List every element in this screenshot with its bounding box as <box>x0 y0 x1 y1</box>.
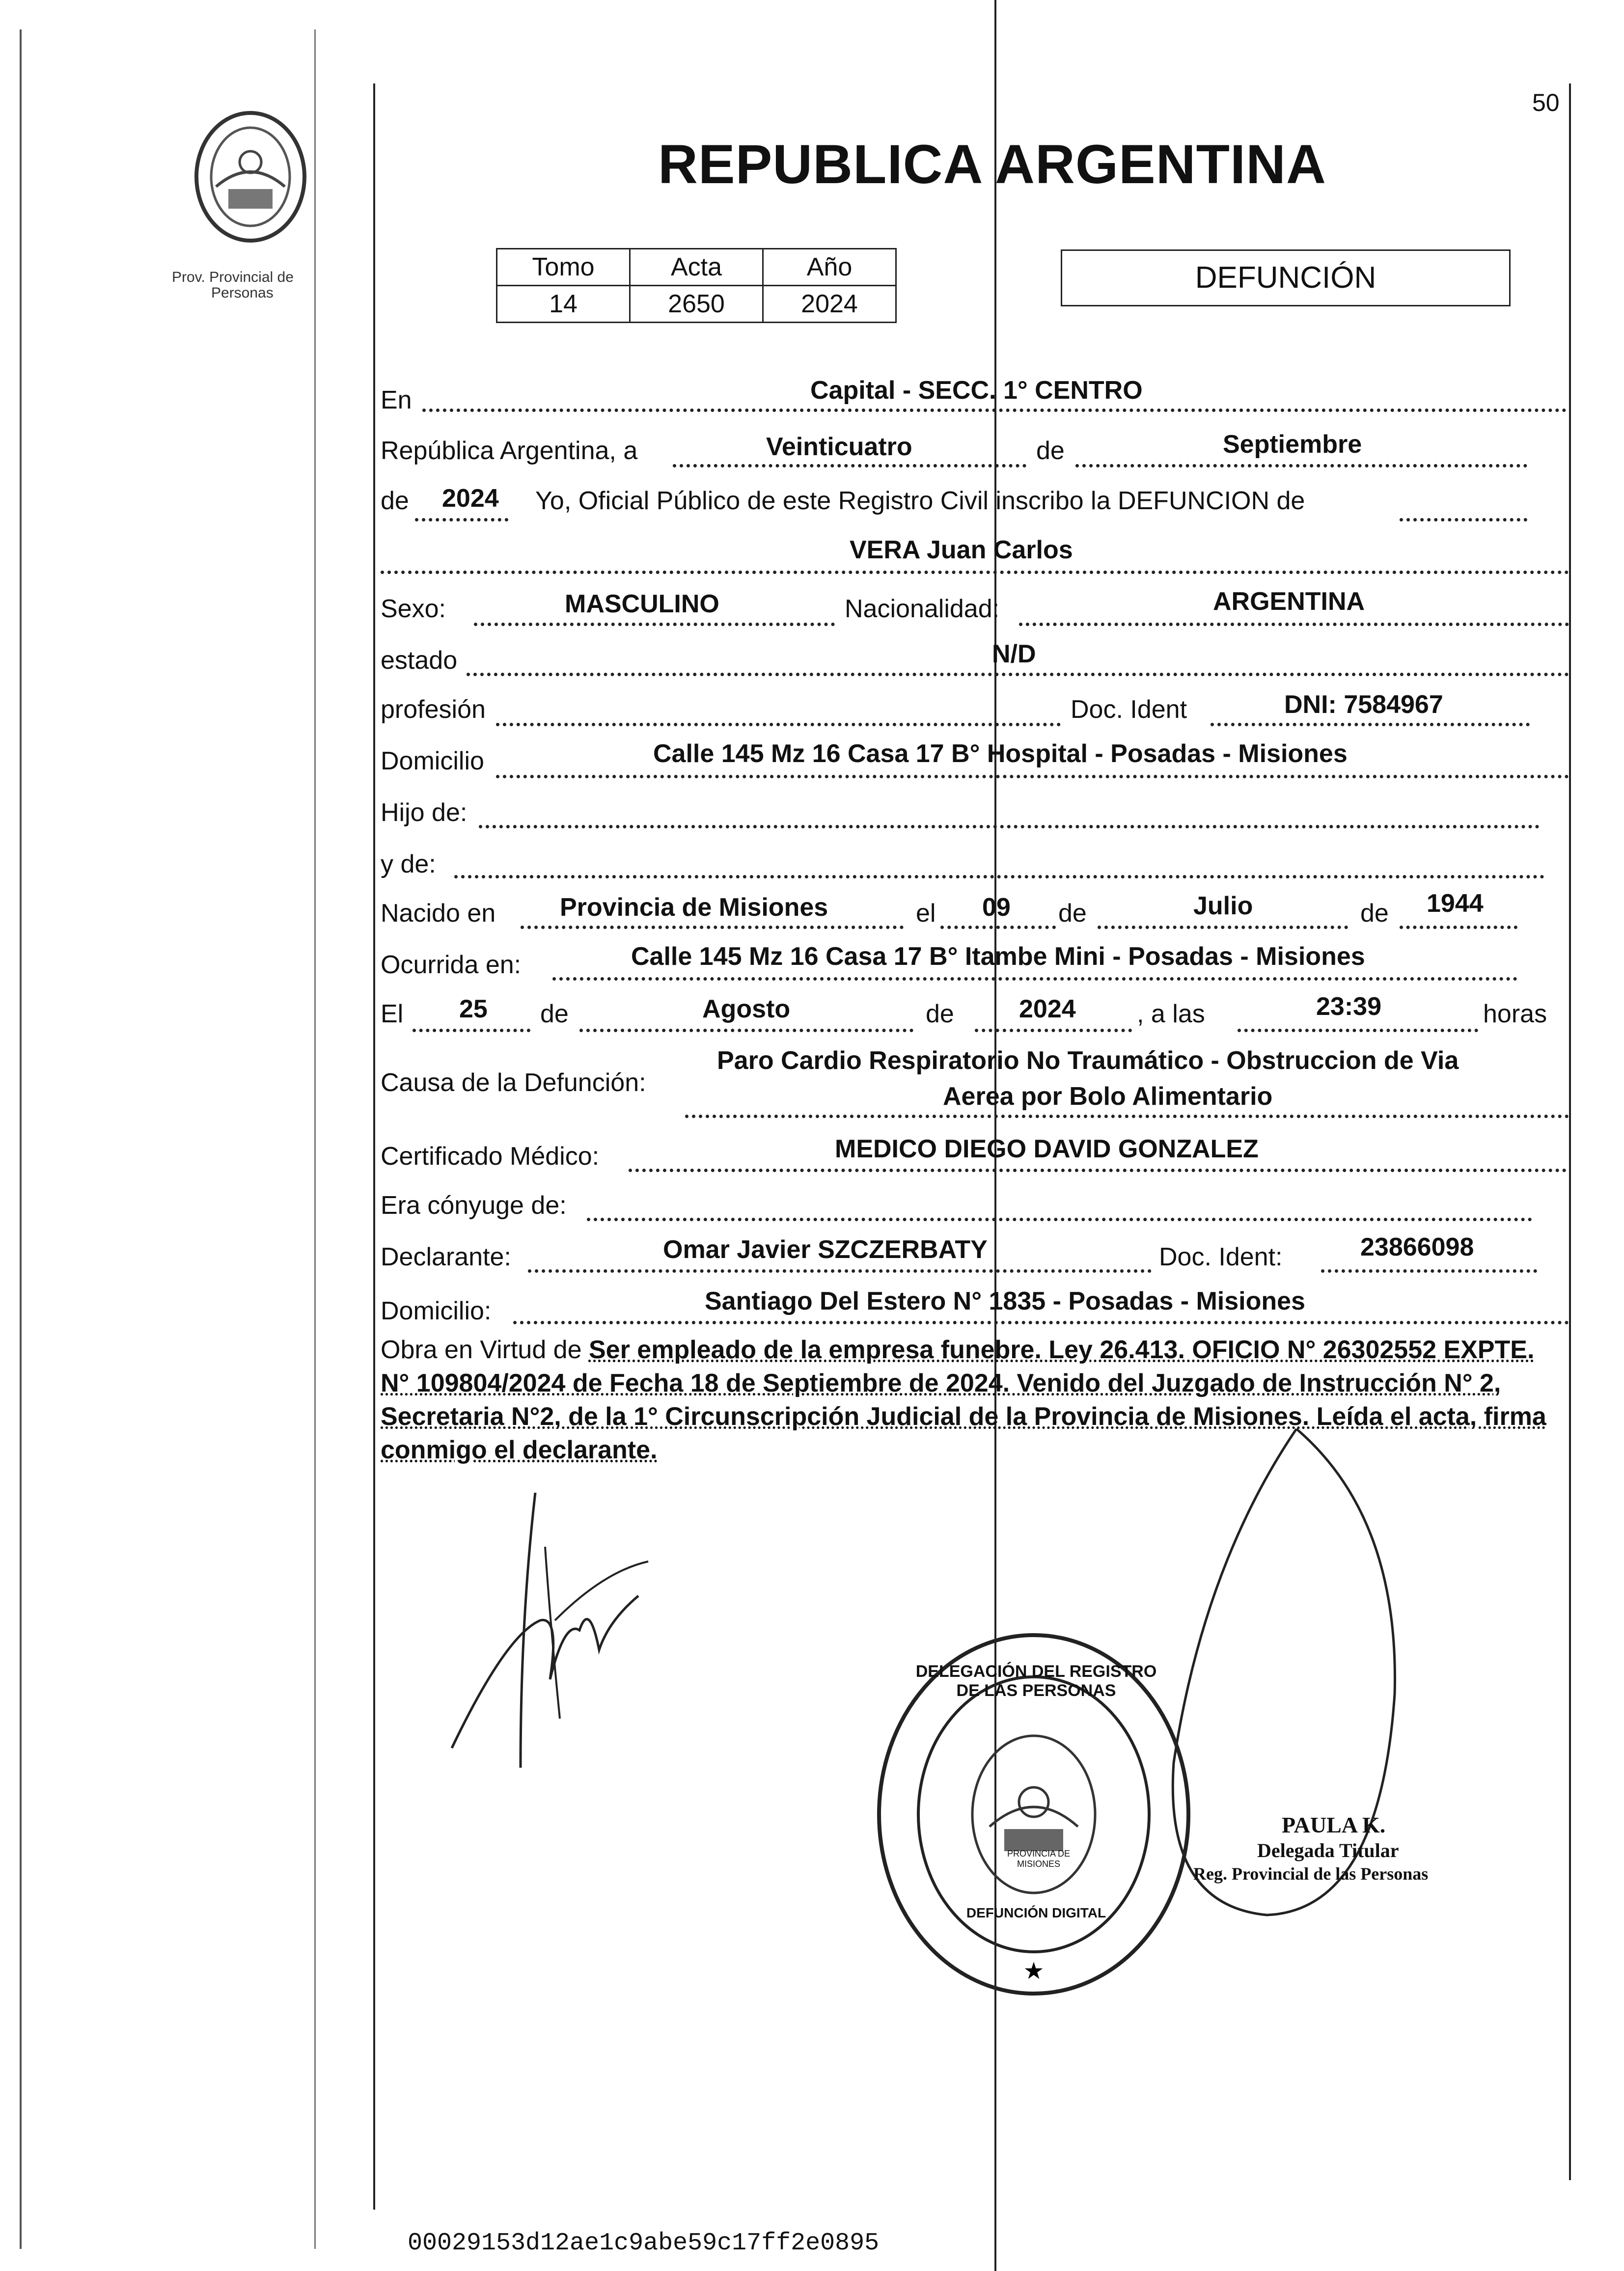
birth-place-value: Provincia de Misiones <box>560 893 828 922</box>
label-de2: de <box>1360 899 1389 928</box>
year-value: 2024 <box>442 484 499 513</box>
label-domicilio2: Domicilio: <box>381 1297 492 1325</box>
label-ocurrida-en: Ocurrida en: <box>381 951 522 979</box>
label-de: de <box>1036 437 1065 465</box>
dots <box>422 409 1567 412</box>
label-a-las: , a las <box>1137 1000 1205 1028</box>
dots <box>496 775 1569 778</box>
form-right-border <box>1569 83 1571 2180</box>
nationality-value: ARGENTINA <box>1213 587 1365 616</box>
tomo-value: 14 <box>497 286 630 323</box>
side-note-2: Personas <box>211 285 274 301</box>
label-y-de: y de: <box>381 850 436 878</box>
day-words-value: Veinticuatro <box>766 433 912 461</box>
left-margin-line <box>20 29 22 2249</box>
declarant-value: Omar Javier SZCZERBATY <box>663 1235 988 1264</box>
dots <box>579 1029 913 1032</box>
dots <box>496 723 1061 726</box>
dots <box>513 1321 1569 1324</box>
page-number: 50 <box>1532 89 1560 116</box>
dots <box>673 464 1026 467</box>
label-estado: estado <box>381 646 458 675</box>
deceased-name: VERA Juan Carlos <box>850 536 1073 564</box>
label-declarante: Declarante: <box>381 1243 511 1271</box>
sex-value: MASCULINO <box>565 590 719 618</box>
label-nacido-en: Nacido en <box>381 899 496 928</box>
dots <box>975 1029 1132 1032</box>
anio-header: Año <box>763 249 896 286</box>
label-certificado: Certificado Médico: <box>381 1142 600 1171</box>
registry-table <box>496 248 897 323</box>
dots <box>415 518 508 521</box>
label-causa: Causa de la Defunción: <box>381 1068 646 1097</box>
dots <box>381 571 1569 574</box>
dots <box>521 926 904 929</box>
label-nacionalidad: Nacionalidad: <box>845 595 1000 623</box>
doc-id-value: DNI: 7584967 <box>1284 690 1443 719</box>
place-value: Capital - SECC. 1° CENTRO <box>810 376 1143 405</box>
label-obra: Obra en Virtud de <box>381 1336 582 1364</box>
dots <box>587 1218 1532 1221</box>
cause-line1: Paro Cardio Respiratorio No Traumático - Obstruccion de Via <box>717 1046 1459 1075</box>
stamp-inner-text: DEFUNCIÓN DIGITAL <box>966 1905 1106 1920</box>
dots <box>1019 623 1569 626</box>
page-title: REPUBLICA ARGENTINA <box>658 134 1326 195</box>
dots <box>467 673 1569 676</box>
act-type-box: DEFUNCIÓN <box>1061 249 1511 306</box>
label-de3: de <box>540 1000 569 1028</box>
dots <box>1400 926 1517 929</box>
dots <box>479 825 1540 828</box>
label-horas: horas <box>1483 1000 1547 1028</box>
label-doc-ident: Doc. Ident <box>1071 695 1187 724</box>
declarant-doc-value: 23866098 <box>1360 1233 1474 1261</box>
birth-year-value: 1944 <box>1427 889 1484 918</box>
dots <box>1400 518 1527 521</box>
label-de1: de <box>1058 899 1087 928</box>
label-profesion: profesión <box>381 695 486 724</box>
declarant-signature <box>432 1473 668 1787</box>
official-name: PAULA K. <box>1282 1812 1386 1837</box>
document-hash: 00029153d12ae1c9abe59c17ff2e0895 <box>408 2229 880 2257</box>
cause-line2: Aerea por Bolo Alimentario <box>943 1082 1273 1111</box>
dots <box>1098 926 1348 929</box>
label-el: el <box>916 899 936 928</box>
side-note-1: Prov. Provincial de <box>172 269 294 285</box>
label-hijo-de: Hijo de: <box>381 798 468 827</box>
label-sexo: Sexo: <box>381 595 446 623</box>
official-title: Delegada Titular <box>1257 1839 1399 1861</box>
death-year-value: 2024 <box>1019 995 1076 1023</box>
acta-header: Acta <box>630 249 763 286</box>
dots <box>1321 1269 1537 1273</box>
label-republica: República Argentina, a <box>381 437 638 465</box>
birth-day-value: 09 <box>982 893 1011 922</box>
label-en: En <box>381 386 412 414</box>
dots <box>1211 723 1530 726</box>
anio-value: 2024 <box>763 286 896 323</box>
province-emblem <box>182 103 319 250</box>
death-day-value: 25 <box>459 995 488 1023</box>
address-value: Calle 145 Mz 16 Casa 17 B° Hospital - Posadas - Misiones <box>653 739 1348 768</box>
stamp-center-text: PROVINCIA DE MISIONES <box>1007 1849 1071 1869</box>
label-domicilio: Domicilio <box>381 747 484 775</box>
birth-month-value: Julio <box>1193 892 1253 920</box>
tomo-header: Tomo <box>497 249 630 286</box>
month-value: Septiembre <box>1223 430 1362 459</box>
label-el-cap: El <box>381 1000 404 1028</box>
death-place-value: Calle 145 Mz 16 Casa 17 B° Itambe Mini - Posadas - Misiones <box>631 942 1365 971</box>
dots <box>685 1115 1569 1118</box>
dots <box>528 1269 1152 1273</box>
civil-status-value: N/D <box>992 640 1036 668</box>
binding-line <box>314 29 316 2249</box>
label-de4: de <box>926 1000 954 1028</box>
dots <box>629 1169 1567 1172</box>
label-de-year: de <box>381 487 409 515</box>
svg-text:★: ★ <box>1023 1957 1045 1985</box>
physician-value: MEDICO DIEGO DAVID GONZALEZ <box>835 1135 1259 1163</box>
dots <box>1238 1029 1478 1032</box>
declarant-address-value: Santiago Del Estero N° 1835 - Posadas - Misiones <box>705 1287 1305 1315</box>
dots <box>413 1029 530 1032</box>
acta-value: 2650 <box>630 286 763 323</box>
label-conyuge: Era cónyuge de: <box>381 1191 567 1220</box>
dots <box>474 623 835 626</box>
dots <box>1075 464 1527 467</box>
dots <box>552 977 1517 981</box>
death-month-value: Agosto <box>702 995 791 1023</box>
form-left-border <box>373 83 375 2210</box>
dots <box>940 926 1056 929</box>
label-yo: Yo, Oficial Público de este Registro Civil inscribo la DEFUNCION de <box>535 487 1305 515</box>
legal-basis-text: Ser empleado de la empresa funebre. Ley 26.413. OFICIO N° 26302552 EXPTE. N° 109804/2024 de Fecha 18 de Septiembre de 2024. Venido del Juzgado de Instrucción N° 2, Secretaria N°2, de la 1° Circunscripción Judicial de la Provincia de Misiones. Leída el acta, firma conmigo el declarante. <box>381 1336 1546 1464</box>
official-signature-loop <box>1144 1419 1419 1974</box>
stamp-outer-text: DELEGACIÓN DEL REGISTRO DE LAS PERSONAS <box>915 1662 1157 1700</box>
official-office: Reg. Provincial de las Personas <box>1193 1864 1429 1884</box>
dots <box>454 875 1544 878</box>
death-time-value: 23:39 <box>1316 992 1381 1021</box>
label-doc-ident2: Doc. Ident: <box>1159 1243 1283 1271</box>
